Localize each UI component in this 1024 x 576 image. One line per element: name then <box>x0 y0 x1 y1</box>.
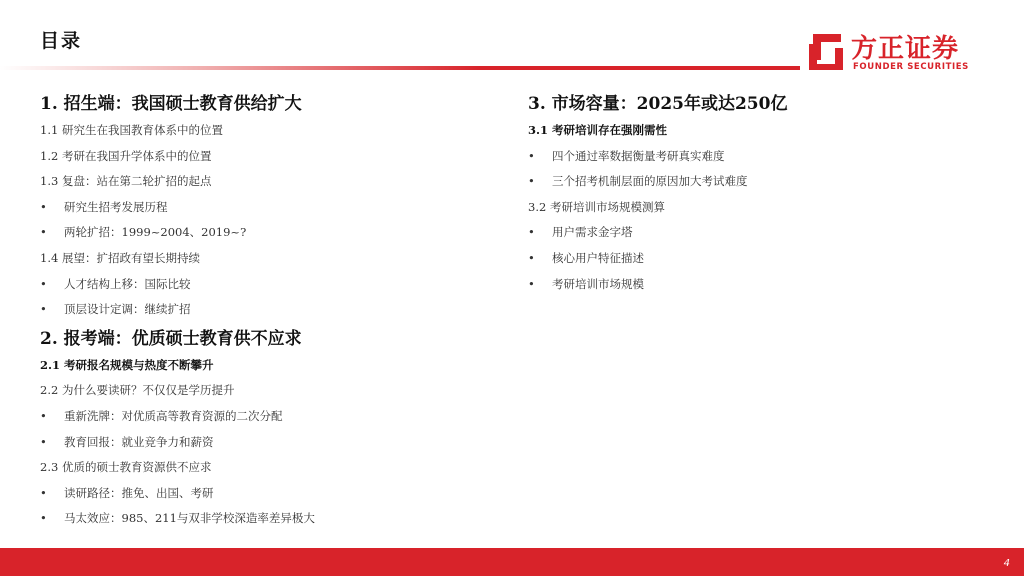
toc-bullet-item[interactable] <box>40 404 480 430</box>
toc-bullet-label: 核心用户特征描述 <box>552 250 644 265</box>
toc-bullet-label: 研究生招考发展历程 <box>64 199 168 214</box>
toc-section-title[interactable]: 3. 市场容量：2025年或达250亿 <box>528 94 788 114</box>
toc-subsection-item[interactable]: 1.2 考研在我国升学体系中的位置 <box>40 148 212 163</box>
logo-text-en: FOUNDER SECURITIES <box>853 62 969 72</box>
toc-bullet-item[interactable] <box>40 272 480 298</box>
toc-bullet-item[interactable] <box>40 195 480 221</box>
bullet-icon: • <box>528 148 535 163</box>
bullet-icon: • <box>40 511 47 526</box>
bullet-icon: • <box>528 250 535 265</box>
bullet-icon: • <box>528 225 535 240</box>
bullet-icon: • <box>40 434 47 449</box>
toc-bullet-item[interactable] <box>528 169 968 195</box>
toc-bullet-item[interactable] <box>528 144 968 170</box>
logo-text-cn: 方正证券 <box>851 34 960 64</box>
toc-section-title[interactable]: 2. 报考端：优质硕士教育供不应求 <box>40 328 302 349</box>
toc-bullet-item[interactable] <box>40 481 480 507</box>
toc-bullet-item[interactable] <box>40 506 480 532</box>
toc-subsection-item[interactable]: 2.1 考研报名规模与热度不断攀升 <box>40 357 214 372</box>
toc-bullet-item[interactable] <box>528 220 968 246</box>
bullet-icon: • <box>40 225 47 240</box>
toc-subsection-item[interactable]: 1.4 展望：扩招政有望长期持续 <box>40 250 200 265</box>
toc-bullet-label: 教育回报：就业竞争力和薪资 <box>64 434 214 449</box>
bullet-icon: • <box>40 199 47 214</box>
toc-subsection-item[interactable]: 2.3 优质的硕士教育资源供不应求 <box>40 460 212 475</box>
toc-subsection-item[interactable]: 1.3 复盘：站在第二轮扩招的起点 <box>40 174 212 189</box>
founder-logo-icon <box>805 30 845 70</box>
bullet-icon: • <box>40 485 47 500</box>
toc-bullet-item[interactable] <box>528 246 968 272</box>
toc-bullet-label: 用户需求金字塔 <box>552 225 633 240</box>
footer-bar <box>0 548 1024 576</box>
toc-subsection-item[interactable]: 3.2 考研培训市场规模测算 <box>528 199 665 214</box>
toc-section-title[interactable]: 1. 招生端：我国硕士教育供给扩大 <box>40 94 302 114</box>
toc-bullet-label: 马太效应：985、211与双非学校深造率差异极大 <box>64 511 315 526</box>
toc-bullet-label: 四个通过率数据衡量考研真实难度 <box>552 148 725 163</box>
toc-bullet-item[interactable] <box>40 430 480 456</box>
toc-bullet-item[interactable] <box>40 297 480 323</box>
toc-bullet-item[interactable] <box>40 220 480 246</box>
header-divider <box>0 66 800 70</box>
bullet-icon: • <box>528 276 535 291</box>
page-title: 目录 <box>40 30 83 52</box>
toc-subsection-item[interactable]: 3.1 考研培训存在强刚需性 <box>528 123 668 137</box>
bullet-icon: • <box>40 276 47 291</box>
bullet-icon: • <box>40 302 47 317</box>
bullet-icon: • <box>528 174 535 189</box>
toc-bullet-label: 顶层设计定调：继续扩招 <box>64 302 191 317</box>
toc-subsection-item[interactable]: 1.1 研究生在我国教育体系中的位置 <box>40 123 223 137</box>
logo <box>805 28 980 74</box>
bullet-icon: • <box>40 408 47 423</box>
toc-bullet-item[interactable] <box>528 272 968 298</box>
toc-bullet-label: 人才结构上移：国际比较 <box>64 276 191 291</box>
toc-bullet-label: 重新洗牌：对优质高等教育资源的二次分配 <box>64 408 283 423</box>
toc-bullet-label: 读研路径：推免、出国、考研 <box>64 485 214 500</box>
toc-bullet-label: 两轮扩招：1999~2004、2019~? <box>64 225 247 240</box>
toc-right-column <box>528 88 968 297</box>
toc-bullet-label: 三个招考机制层面的原因加大考试难度 <box>552 174 748 189</box>
toc-subsection-item[interactable]: 2.2 为什么要读研？不仅仅是学历提升 <box>40 383 235 398</box>
toc-bullet-label: 考研培训市场规模 <box>552 276 644 291</box>
page-number: 4 <box>1003 558 1010 569</box>
toc-left-column <box>40 88 480 532</box>
